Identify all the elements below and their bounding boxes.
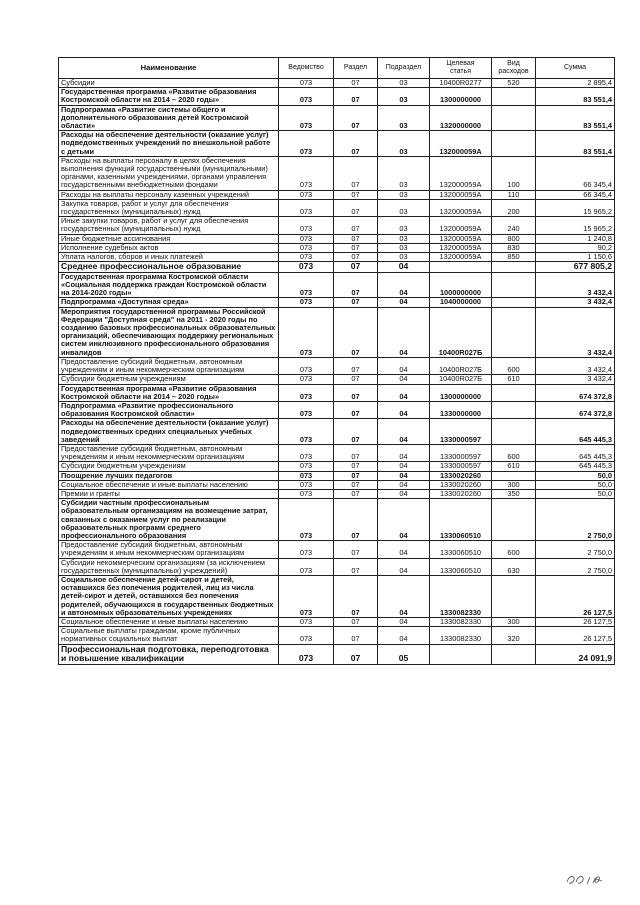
row-target: 1000000000: [430, 272, 492, 298]
row-target: 132000059А: [430, 190, 492, 199]
row-target: 1330020260: [430, 471, 492, 480]
row-section: 07: [334, 272, 378, 298]
row-amount: 66 345,4: [536, 156, 615, 190]
table-row: [59, 375, 615, 384]
row-dept: 073: [279, 88, 334, 105]
row-dept: 073: [279, 199, 334, 216]
row-subsection: 04: [378, 617, 430, 626]
row-name: Предоставление субсидий бюджетным, автономным учреждениям и иным некоммерческим организациям: [59, 357, 279, 374]
row-section: 07: [334, 105, 378, 131]
row-exp-type: [492, 272, 536, 298]
row-subsection: 03: [378, 156, 430, 190]
row-target: 132000059А: [430, 156, 492, 190]
row-amount: 3 432,4: [536, 298, 615, 307]
table-row: [59, 234, 615, 243]
row-amount: 674 372,8: [536, 384, 615, 401]
row-exp-type: [492, 575, 536, 617]
row-amount: 3 432,4: [536, 357, 615, 374]
row-name: Мероприятия государственной программы Российской Федерации "Доступная среда" на 2011 - 2020 годы по созданию базовых профессиональных образовательных организаций, обеспечивающих поддержку региональных систем инклюзивного профессионального образования инвалидов: [59, 307, 279, 357]
row-dept: 073: [279, 558, 334, 575]
row-subsection: 04: [378, 627, 430, 644]
row-target: 132000059А: [430, 199, 492, 216]
row-name: Подпрограмма «Доступная среда»: [59, 298, 279, 307]
row-dept: 073: [279, 499, 334, 541]
row-name: Предоставление субсидий бюджетным, автономным учреждениям и иным некоммерческим организациям: [59, 541, 279, 558]
row-amount: 26 127,5: [536, 575, 615, 617]
row-subsection: 03: [378, 253, 430, 262]
table-row: [59, 480, 615, 489]
row-name: Субсидии некоммерческим организациям (за исключением государственных (муниципальных) учреждений): [59, 558, 279, 575]
row-section: 07: [334, 444, 378, 461]
row-exp-type: 800: [492, 234, 536, 243]
header-amount: Сумма: [536, 58, 615, 79]
row-section: 07: [334, 375, 378, 384]
row-section: 07: [334, 384, 378, 401]
row-amount: 15 965,2: [536, 217, 615, 234]
row-amount: 2 750,0: [536, 558, 615, 575]
row-exp-type: 320: [492, 627, 536, 644]
row-amount: 645 445,3: [536, 462, 615, 471]
row-subsection: 04: [378, 489, 430, 498]
row-section: 07: [334, 307, 378, 357]
table-row: [59, 462, 615, 471]
row-dept: 073: [279, 444, 334, 461]
row-exp-type: 600: [492, 444, 536, 461]
row-section: 07: [334, 190, 378, 199]
row-section: 07: [334, 131, 378, 157]
table-row: [59, 217, 615, 234]
row-name: Исполнение судебных актов: [59, 243, 279, 252]
row-subsection: 03: [378, 234, 430, 243]
row-target: 10400R027Б: [430, 375, 492, 384]
header-dept: Ведомство: [279, 58, 334, 79]
row-name: Социальное обеспечение и иные выплаты населению: [59, 480, 279, 489]
row-target: 1300000000: [430, 384, 492, 401]
row-subsection: 03: [378, 79, 430, 88]
row-target: 10400R0277: [430, 79, 492, 88]
row-name: Премии и гранты: [59, 489, 279, 498]
row-section: 07: [334, 644, 378, 664]
row-dept: 073: [279, 131, 334, 157]
table-row: [59, 384, 615, 401]
row-dept: 073: [279, 262, 334, 273]
row-section: 07: [334, 217, 378, 234]
budget-document: [58, 57, 614, 665]
row-exp-type: [492, 384, 536, 401]
row-section: 07: [334, 558, 378, 575]
table-row: [59, 444, 615, 461]
row-dept: 073: [279, 471, 334, 480]
table-row: [59, 499, 615, 541]
row-dept: 073: [279, 401, 334, 418]
row-section: 07: [334, 234, 378, 243]
row-subsection: 03: [378, 105, 430, 131]
row-amount: 3 432,4: [536, 272, 615, 298]
row-section: 07: [334, 88, 378, 105]
row-name: Уплата налогов, сборов и иных платежей: [59, 253, 279, 262]
table-row: [59, 558, 615, 575]
row-subsection: 04: [378, 307, 430, 357]
row-dept: 073: [279, 307, 334, 357]
row-subsection: 03: [378, 217, 430, 234]
row-amount: 645 445,3: [536, 419, 615, 445]
row-target: 1330082330: [430, 575, 492, 617]
budget-table: [58, 57, 615, 665]
row-target: 1330082330: [430, 617, 492, 626]
row-section: 07: [334, 79, 378, 88]
table-row: [59, 541, 615, 558]
row-exp-type: [492, 262, 536, 273]
row-subsection: 03: [378, 190, 430, 199]
row-dept: 073: [279, 234, 334, 243]
row-subsection: 04: [378, 444, 430, 461]
row-section: 07: [334, 243, 378, 252]
row-target: 1040000000: [430, 298, 492, 307]
row-dept: 073: [279, 357, 334, 374]
row-dept: 073: [279, 156, 334, 190]
row-name: Подпрограмма «Развитие профессионального образования Костромской области»: [59, 401, 279, 418]
row-exp-type: 600: [492, 357, 536, 374]
row-section: 07: [334, 462, 378, 471]
row-amount: 645 445,3: [536, 444, 615, 461]
row-target: 1330060510: [430, 541, 492, 558]
row-target: 132000059А: [430, 131, 492, 157]
row-exp-type: 610: [492, 375, 536, 384]
table-header: [59, 58, 615, 79]
row-section: 07: [334, 471, 378, 480]
row-exp-type: 630: [492, 558, 536, 575]
handwritten-page-number: [563, 868, 613, 888]
row-exp-type: [492, 131, 536, 157]
row-exp-type: 300: [492, 617, 536, 626]
row-dept: 073: [279, 541, 334, 558]
row-amount: 26 127,5: [536, 617, 615, 626]
row-subsection: 03: [378, 199, 430, 216]
row-section: 07: [334, 357, 378, 374]
row-section: 07: [334, 419, 378, 445]
row-name: Подпрограмма «Развитие системы общего и дополнительного образования детей Костромской области»: [59, 105, 279, 131]
row-exp-type: 200: [492, 199, 536, 216]
row-target: [430, 262, 492, 273]
row-dept: 073: [279, 375, 334, 384]
row-name: Социальные выплаты гражданам, кроме публичных нормативных социальных выплат: [59, 627, 279, 644]
row-amount: 1 150,6: [536, 253, 615, 262]
row-target: 1330060510: [430, 499, 492, 541]
row-target: 1330000000: [430, 401, 492, 418]
row-dept: 073: [279, 105, 334, 131]
row-target: 1330000597: [430, 419, 492, 445]
row-dept: 073: [279, 384, 334, 401]
table-row: [59, 272, 615, 298]
row-amount: 1 240,8: [536, 234, 615, 243]
header-target: Целевая статья: [430, 58, 492, 79]
row-dept: 073: [279, 243, 334, 252]
row-dept: 073: [279, 217, 334, 234]
row-amount: 26 127,5: [536, 627, 615, 644]
row-subsection: 03: [378, 131, 430, 157]
table-row: [59, 471, 615, 480]
row-section: 07: [334, 489, 378, 498]
row-section: 07: [334, 541, 378, 558]
row-subsection: 04: [378, 357, 430, 374]
table-row: [59, 105, 615, 131]
table-row: [59, 199, 615, 216]
row-dept: 073: [279, 462, 334, 471]
table-row: [59, 575, 615, 617]
table-row: [59, 627, 615, 644]
row-amount: 83 551,4: [536, 131, 615, 157]
row-section: 07: [334, 627, 378, 644]
row-exp-type: [492, 419, 536, 445]
row-subsection: 03: [378, 243, 430, 252]
row-target: 1330060510: [430, 558, 492, 575]
row-subsection: 04: [378, 384, 430, 401]
row-dept: 073: [279, 627, 334, 644]
row-amount: 677 805,2: [536, 262, 615, 273]
row-name: Субсидии бюджетным учреждениям: [59, 375, 279, 384]
row-target: 132000059А: [430, 253, 492, 262]
row-name: Иные бюджетные ассигнования: [59, 234, 279, 243]
row-name: Социальное обеспечение и иные выплаты населению: [59, 617, 279, 626]
row-target: 1320000000: [430, 105, 492, 131]
row-amount: 3 432,4: [536, 375, 615, 384]
row-subsection: 04: [378, 471, 430, 480]
header-section: Раздел: [334, 58, 378, 79]
row-target: 132000059А: [430, 243, 492, 252]
row-amount: 90,2: [536, 243, 615, 252]
row-amount: 50,0: [536, 480, 615, 489]
row-subsection: 04: [378, 541, 430, 558]
row-exp-type: [492, 88, 536, 105]
row-amount: 15 965,2: [536, 199, 615, 216]
row-name: Субсидии частным профессиональным образовательным организациям на возмещение затрат, связанных с оказанием услуг по реализации образовательных программ среднего профессионального образования: [59, 499, 279, 541]
table-row: [59, 644, 615, 664]
row-dept: 073: [279, 190, 334, 199]
row-amount: 2 750,0: [536, 499, 615, 541]
header-subsection: Подраздел: [378, 58, 430, 79]
row-section: 07: [334, 575, 378, 617]
row-section: 07: [334, 298, 378, 307]
row-exp-type: 110: [492, 190, 536, 199]
row-exp-type: [492, 644, 536, 664]
row-exp-type: 240: [492, 217, 536, 234]
row-exp-type: [492, 298, 536, 307]
row-target: 1330020260: [430, 489, 492, 498]
row-amount: 674 372,8: [536, 401, 615, 418]
row-amount: 50,0: [536, 471, 615, 480]
row-section: 07: [334, 617, 378, 626]
row-dept: 073: [279, 253, 334, 262]
row-exp-type: [492, 307, 536, 357]
row-amount: 3 432,4: [536, 307, 615, 357]
table-row: [59, 307, 615, 357]
row-subsection: 04: [378, 272, 430, 298]
row-amount: 83 551,4: [536, 88, 615, 105]
row-name: Предоставление субсидий бюджетным, автономным учреждениям и иным некоммерческим организациям: [59, 444, 279, 461]
row-name: Государственная программа Костромской области «Социальная поддержка граждан Костромской области на 2014-2020 годы»: [59, 272, 279, 298]
row-dept: 073: [279, 79, 334, 88]
row-exp-type: [492, 471, 536, 480]
row-subsection: 04: [378, 419, 430, 445]
row-section: 07: [334, 253, 378, 262]
row-name: Расходы на обеспечение деятельности (оказание услуг) подведомственных средних специальных учебных заведений: [59, 419, 279, 445]
row-amount: 50,0: [536, 489, 615, 498]
row-subsection: 03: [378, 88, 430, 105]
row-subsection: 04: [378, 375, 430, 384]
table-row: [59, 419, 615, 445]
row-target: 132000059А: [430, 234, 492, 243]
row-dept: 073: [279, 419, 334, 445]
row-exp-type: 100: [492, 156, 536, 190]
row-exp-type: 850: [492, 253, 536, 262]
row-dept: 073: [279, 272, 334, 298]
row-target: 1330020260: [430, 480, 492, 489]
header-name: Наименование: [59, 58, 279, 79]
row-subsection: 04: [378, 462, 430, 471]
row-name: Субсидии бюджетным учреждениям: [59, 462, 279, 471]
row-exp-type: 350: [492, 489, 536, 498]
row-name: Закупка товаров, работ и услуг для обеспечения государственных (муниципальных) нужд: [59, 199, 279, 216]
table-row: [59, 401, 615, 418]
row-section: 07: [334, 480, 378, 489]
row-amount: 24 091,9: [536, 644, 615, 664]
row-name: Поощрение лучших педагогов: [59, 471, 279, 480]
row-dept: 073: [279, 480, 334, 489]
row-section: 07: [334, 499, 378, 541]
row-subsection: 04: [378, 480, 430, 489]
row-name: Государственная программа «Развитие образования Костромской области на 2014 – 2020 годы»: [59, 88, 279, 105]
row-name: Расходы на выплаты персоналу казенных учреждений: [59, 190, 279, 199]
row-exp-type: [492, 401, 536, 418]
row-exp-type: 300: [492, 480, 536, 489]
row-name: Расходы на выплаты персоналу в целях обеспечения выполнения функций государственными (муниципальными) органами, казенными учреждениями, органами управления государственными внебюджетными фондами: [59, 156, 279, 190]
row-name: Государственная программа «Развитие образования Костромской области на 2014 – 2020 годы»: [59, 384, 279, 401]
row-subsection: 04: [378, 262, 430, 273]
row-subsection: 05: [378, 644, 430, 664]
row-amount: 83 551,4: [536, 105, 615, 131]
row-dept: 073: [279, 575, 334, 617]
row-dept: 073: [279, 617, 334, 626]
row-section: 07: [334, 262, 378, 273]
row-amount: 2 750,0: [536, 541, 615, 558]
row-exp-type: [492, 105, 536, 131]
row-amount: 2 895,4: [536, 79, 615, 88]
row-exp-type: 520: [492, 79, 536, 88]
table-row: [59, 88, 615, 105]
row-name: Субсидии: [59, 79, 279, 88]
table-row: [59, 357, 615, 374]
row-subsection: 04: [378, 401, 430, 418]
table-row: [59, 156, 615, 190]
row-target: [430, 644, 492, 664]
row-dept: 073: [279, 644, 334, 664]
row-target: 10400R027Б: [430, 307, 492, 357]
row-name: Профессиональная подготовка, переподготовка и повышение квалификации: [59, 644, 279, 664]
row-section: 07: [334, 156, 378, 190]
row-dept: 073: [279, 489, 334, 498]
row-target: 1300000000: [430, 88, 492, 105]
row-name: Среднее профессиональное образование: [59, 262, 279, 273]
row-target: 1330082330: [430, 627, 492, 644]
row-target: 132000059А: [430, 217, 492, 234]
row-dept: 073: [279, 298, 334, 307]
header-exp-type: Вид расходов: [492, 58, 536, 79]
row-target: 1330000597: [430, 444, 492, 461]
row-subsection: 04: [378, 558, 430, 575]
row-subsection: 04: [378, 499, 430, 541]
table-row: [59, 298, 615, 307]
row-target: 10400R027Б: [430, 357, 492, 374]
row-name: Иные закупки товаров, работ и услуг для обеспечения государственных (муниципальных) нужд: [59, 217, 279, 234]
row-section: 07: [334, 199, 378, 216]
row-subsection: 04: [378, 575, 430, 617]
table-row: [59, 190, 615, 199]
row-name: Социальное обеспечение детей-сирот и детей, оставшихся без попечения родителей, лиц из числа детей-сирот и детей, оставшихся без попечения родителей, обучающихся в государственных бюджетных и автономных образовательных учреждениях: [59, 575, 279, 617]
row-exp-type: 830: [492, 243, 536, 252]
row-amount: 66 345,4: [536, 190, 615, 199]
row-exp-type: 600: [492, 541, 536, 558]
row-section: 07: [334, 401, 378, 418]
row-exp-type: [492, 499, 536, 541]
table-row: [59, 131, 615, 157]
row-exp-type: 610: [492, 462, 536, 471]
row-target: 1330000597: [430, 462, 492, 471]
row-name: Расходы на обеспечение деятельности (оказание услуг) подведомственных учреждений по внешкольной работе с детьми: [59, 131, 279, 157]
table-row: [59, 262, 615, 273]
row-subsection: 04: [378, 298, 430, 307]
